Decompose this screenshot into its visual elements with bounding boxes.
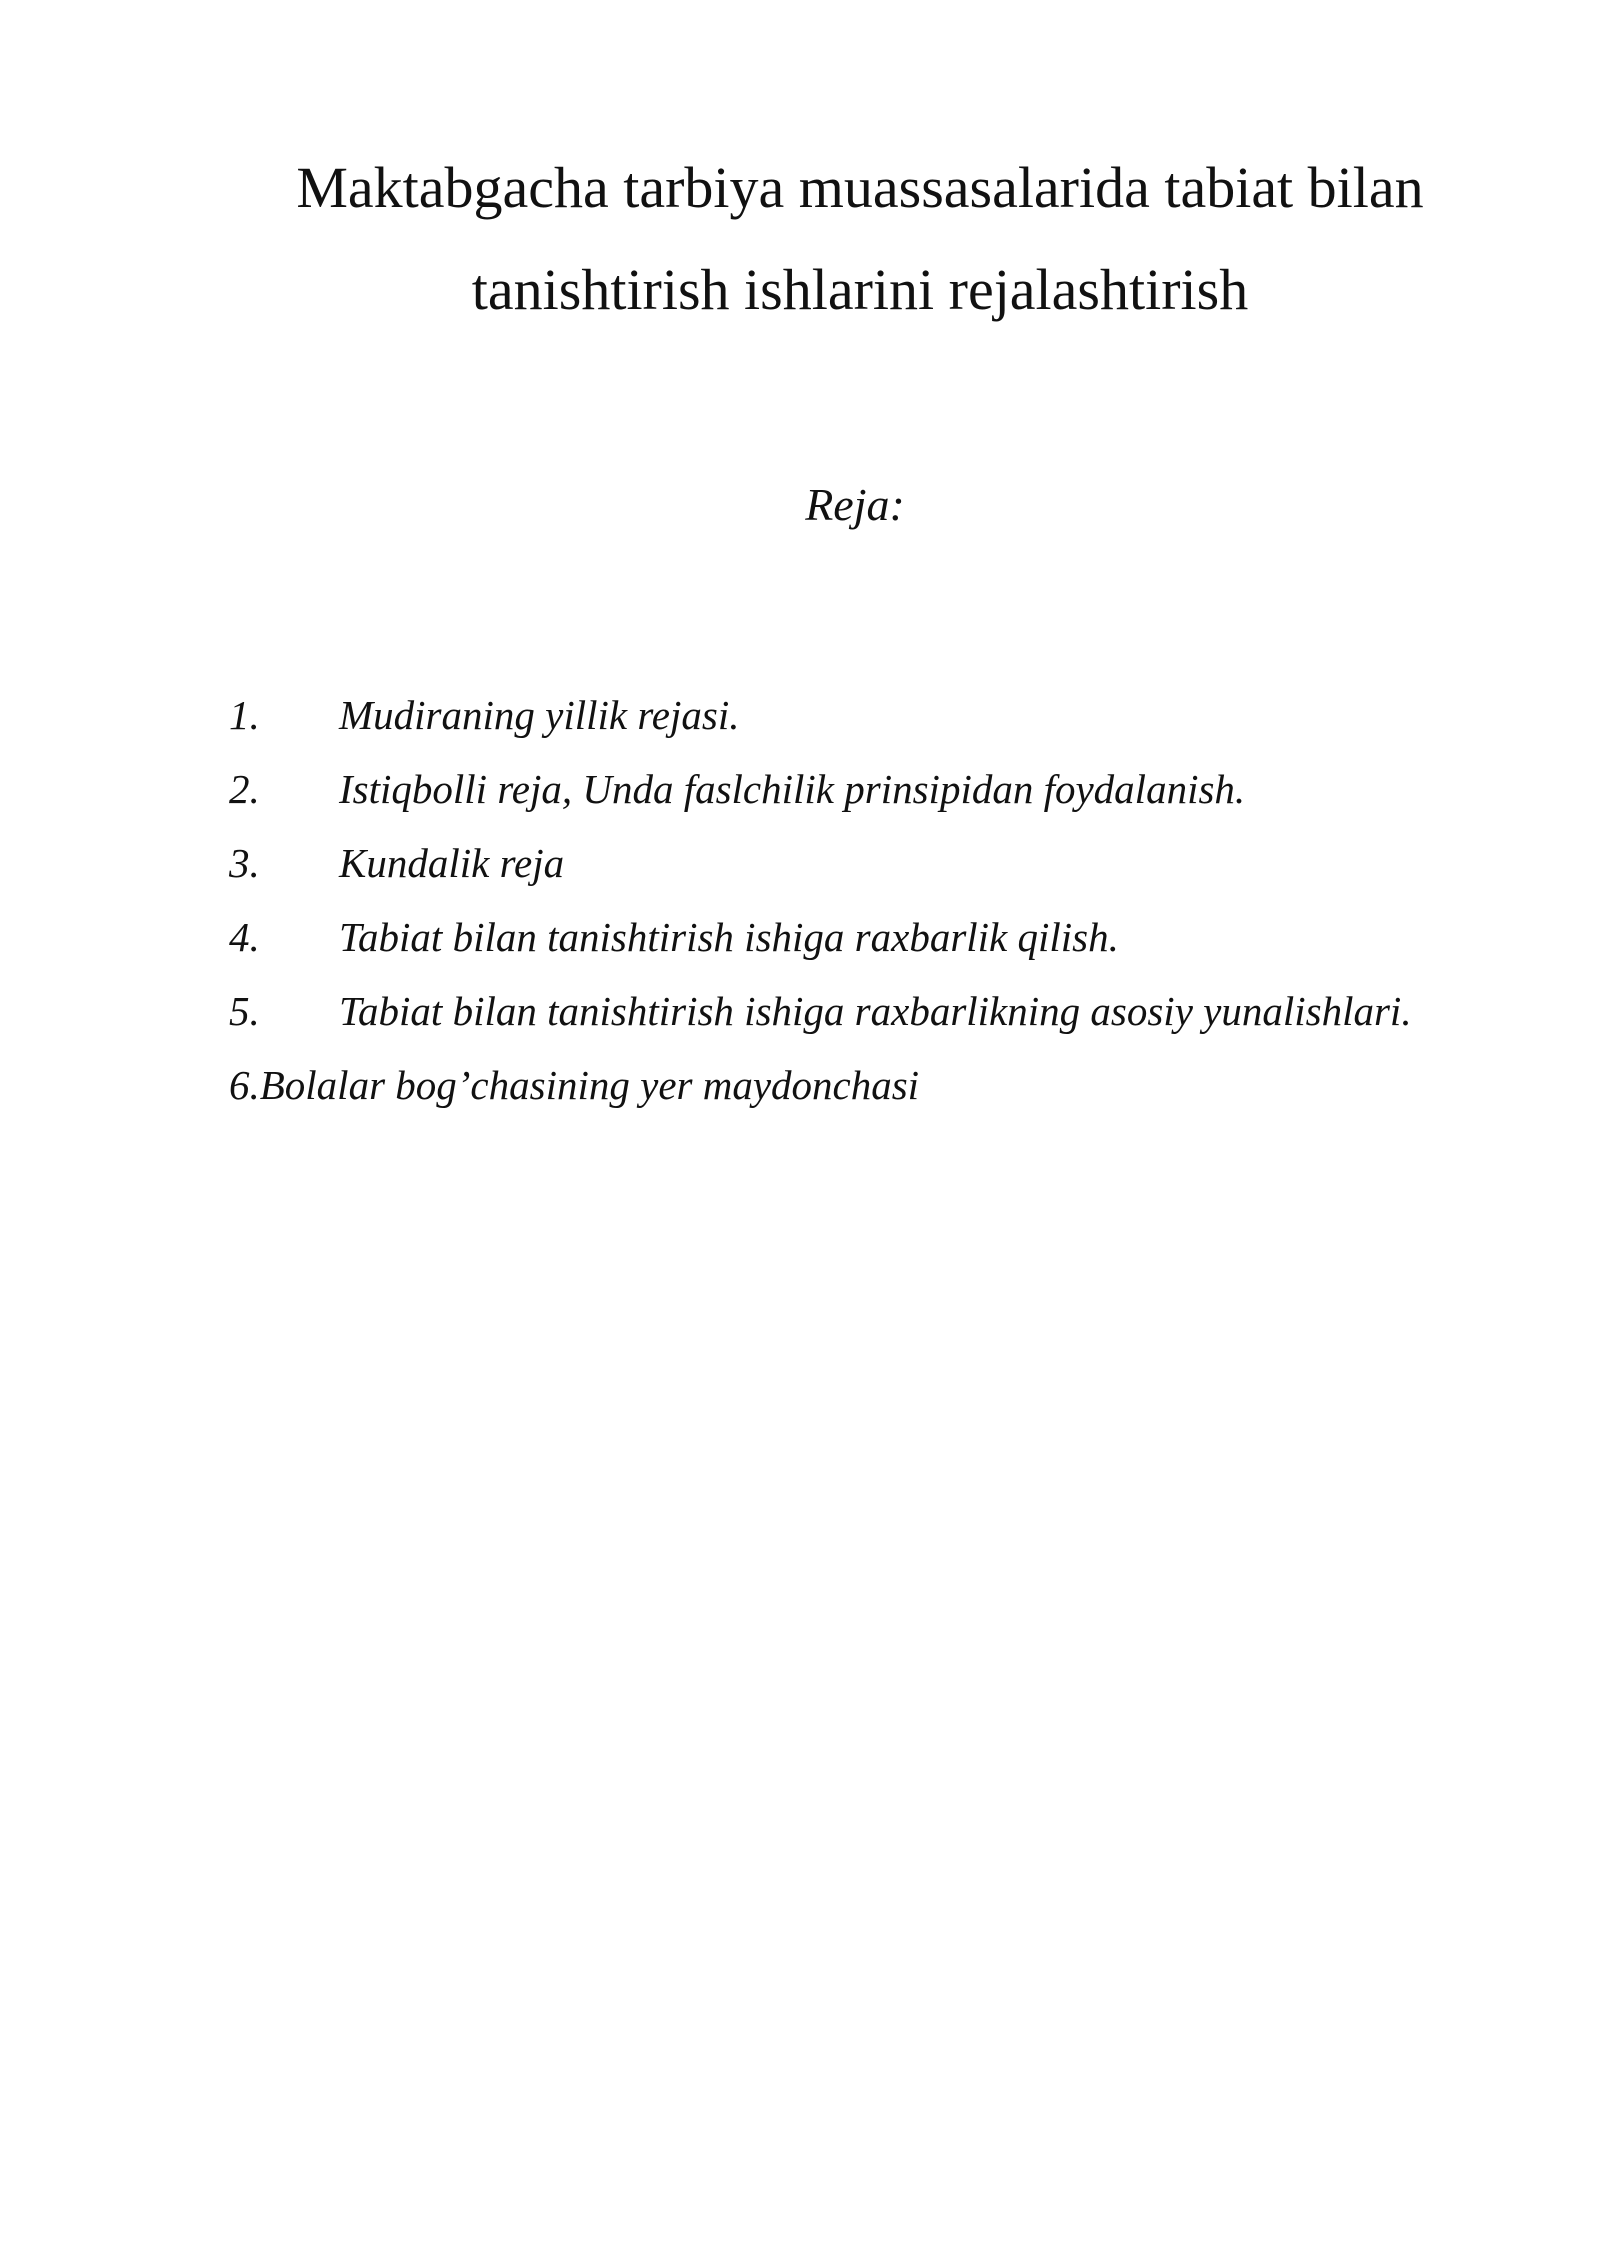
list-item-text: Kundalik reja <box>339 840 565 886</box>
list-item-number: 1. <box>229 692 260 738</box>
document-title: Maktabgacha tarbiya muassasalarida tabiat bilan tanishtirish ishlarini rejalashtirish <box>296 155 1424 322</box>
list-item <box>229 678 1412 752</box>
list-item-number: 5. <box>229 988 260 1034</box>
list-item <box>229 974 1412 1048</box>
list-item <box>229 752 1412 826</box>
list-item-number: 4. <box>229 914 260 960</box>
list-item <box>229 826 1412 900</box>
list-item-number: 3. <box>229 840 260 886</box>
list-item-text: Tabiat bilan tanishtirish ishiga raxbarlik qilish. <box>339 914 1119 960</box>
plan-list <box>229 678 1412 1122</box>
list-item <box>229 900 1412 974</box>
list-item-number: 2. <box>229 766 260 812</box>
list-item-last: 6.Bolalar bog’chasining yer maydonchasi <box>229 1062 920 1108</box>
list-item-text: Tabiat bilan tanishtirish ishiga raxbarlikning asosiy yunalishlari. <box>339 988 1412 1034</box>
list-item-text: Mudiraning yillik rejasi. <box>339 692 740 738</box>
list-item-text: Istiqbolli reja, Unda faslchilik prinsipidan foydalanish. <box>339 766 1246 812</box>
plan-heading: Reja: <box>805 479 905 530</box>
